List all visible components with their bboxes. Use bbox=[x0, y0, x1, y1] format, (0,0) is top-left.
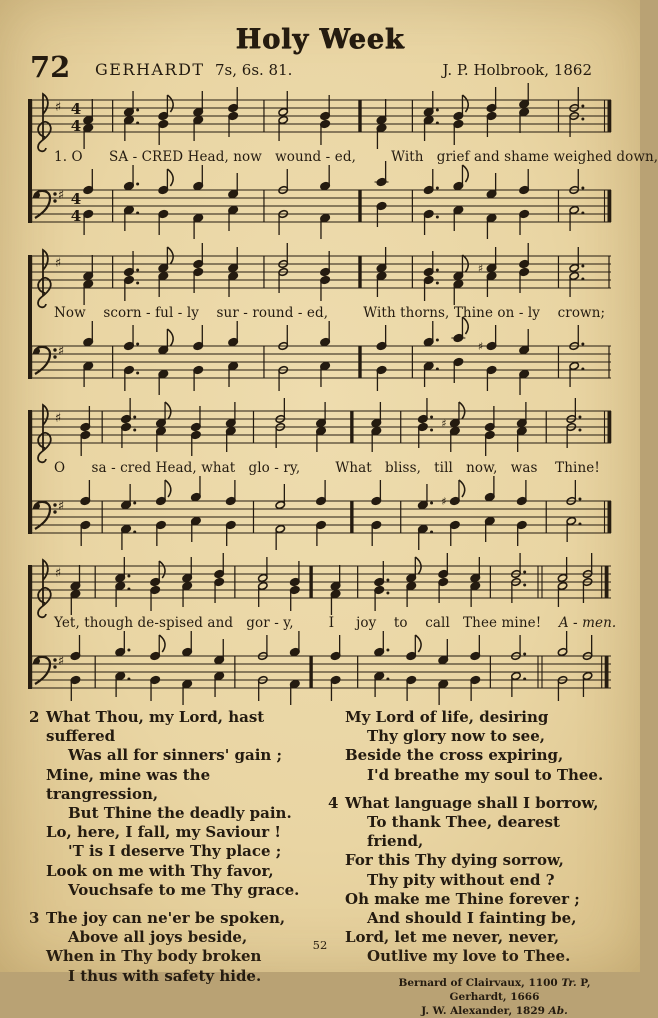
verses-column-left bbox=[29, 708, 319, 1018]
verse-line: 3 The joy can ne'er be spoken, bbox=[29, 909, 286, 928]
music-system-2 bbox=[28, 242, 614, 396]
svg-text:♯: ♯ bbox=[57, 344, 65, 359]
treble-staff bbox=[30, 242, 612, 310]
verse-line: For this Thy dying sorrow, bbox=[345, 851, 564, 870]
verses-block bbox=[29, 708, 618, 1018]
verse-line: 'T is I deserve Thy place ; bbox=[68, 842, 282, 861]
hymn-number: 72 bbox=[30, 50, 71, 84]
lyric-line-2 bbox=[28, 305, 614, 327]
bass-staff bbox=[30, 638, 612, 706]
verse-line: And should I fainting be, bbox=[367, 909, 577, 928]
treble-staff bbox=[30, 397, 612, 465]
attribution-line-1: Bernard of Clairvaux, 1100 Tr. P, Gerhardt, 1666 bbox=[398, 976, 591, 1003]
bass-staff bbox=[30, 328, 612, 396]
verse-line: Lo, here, I fall, my Saviour ! bbox=[46, 823, 281, 842]
verse-line: Vouchsafe to me Thy grace. bbox=[68, 880, 300, 899]
music-system-1 bbox=[28, 86, 658, 240]
svg-text:♯: ♯ bbox=[477, 262, 484, 275]
verse-line: Beside the cross expiring, bbox=[345, 746, 564, 765]
bass-staff bbox=[30, 483, 612, 551]
verse-line: I'd breathe my soul to Thee. bbox=[367, 765, 604, 784]
treble-staff bbox=[30, 552, 612, 620]
verse-line: Outlive my love to Thee. bbox=[367, 947, 571, 966]
svg-text:♯: ♯ bbox=[477, 340, 484, 353]
music-system-4 bbox=[28, 552, 617, 706]
verse-line: 2 What Thou, my Lord, hast suffered bbox=[29, 708, 265, 746]
verse bbox=[345, 708, 618, 785]
verse-line: When in Thy body broken bbox=[46, 947, 262, 966]
svg-text:♯: ♯ bbox=[54, 411, 62, 426]
attribution bbox=[345, 976, 618, 1018]
composer-credit: J. P. Holbrook, 1862 bbox=[442, 61, 592, 79]
verse-line: Look on me with Thy favor, bbox=[46, 861, 274, 880]
verse-line: Lord, let me never, never, bbox=[345, 928, 560, 947]
tune-name: GERHARDT bbox=[95, 60, 205, 79]
verse-line: Thy pity without end ? bbox=[367, 870, 555, 889]
verse-line: Thy glory now to see, bbox=[367, 727, 545, 746]
svg-text:♯: ♯ bbox=[57, 499, 65, 514]
amen-text: A - men. bbox=[558, 615, 617, 631]
svg-text:4: 4 bbox=[70, 117, 82, 135]
verse-line: 4 What language shall I borrow, bbox=[328, 793, 599, 812]
verse-line: Mine, mine was the trangression, bbox=[46, 765, 211, 803]
svg-text:♯: ♯ bbox=[441, 417, 447, 430]
verse-line: To thank Thee, dearest friend, bbox=[367, 813, 560, 851]
attribution-line-2: J. W. Alexander, 1829 Ab. bbox=[421, 1004, 568, 1017]
verse-line: My Lord of life, desiring bbox=[345, 708, 549, 726]
verse-line: I thus with safety hide. bbox=[68, 966, 262, 985]
lyric-line-1 bbox=[28, 149, 658, 171]
verse-number: 4 bbox=[328, 793, 339, 812]
verse-line: Was all for sinners' gain ; bbox=[68, 746, 283, 765]
svg-text:4: 4 bbox=[70, 207, 82, 225]
svg-text:♯: ♯ bbox=[54, 256, 62, 271]
svg-text:♯: ♯ bbox=[57, 188, 65, 203]
svg-text:♯: ♯ bbox=[54, 100, 62, 115]
verse-line: But Thine the deadly pain. bbox=[68, 804, 292, 823]
svg-text:4: 4 bbox=[70, 190, 82, 208]
verse bbox=[29, 708, 319, 900]
verses-column-right bbox=[328, 708, 618, 1018]
svg-text:♯: ♯ bbox=[57, 654, 65, 669]
meter-label: 7s, 6s. 81. bbox=[215, 61, 293, 79]
lyric-text: Now scorn - ful - ly sur - round - ed, With thorns, Thine on - ly crown; bbox=[54, 305, 606, 321]
lyric-line-4 bbox=[28, 615, 617, 637]
svg-text:4: 4 bbox=[70, 100, 82, 118]
treble-staff bbox=[30, 86, 612, 154]
music-system-3 bbox=[28, 397, 614, 551]
verse-number: 2 bbox=[29, 708, 40, 726]
verse-line: Above all joys beside, bbox=[68, 928, 248, 947]
section-heading: Holy Week bbox=[235, 24, 405, 55]
svg-text:♯: ♯ bbox=[54, 566, 62, 581]
lyric-text: 1. O SA - CRED Head, now wound - ed, With grief and shame weighed down, bbox=[54, 149, 658, 165]
svg-text:♯: ♯ bbox=[441, 495, 447, 508]
verse-line: Oh make me Thine forever ; bbox=[345, 889, 580, 908]
lyric-text: Yet, though de-spised and gor - y, I joy to call Thee mine! bbox=[54, 615, 559, 631]
lyric-text: O sa - cred Head, what glo - ry, What bliss, till now, was Thine! bbox=[54, 460, 600, 476]
bass-staff bbox=[30, 172, 612, 240]
page-number: 52 bbox=[312, 938, 328, 952]
lyric-line-3 bbox=[28, 460, 614, 482]
verse-number: 3 bbox=[29, 909, 40, 928]
